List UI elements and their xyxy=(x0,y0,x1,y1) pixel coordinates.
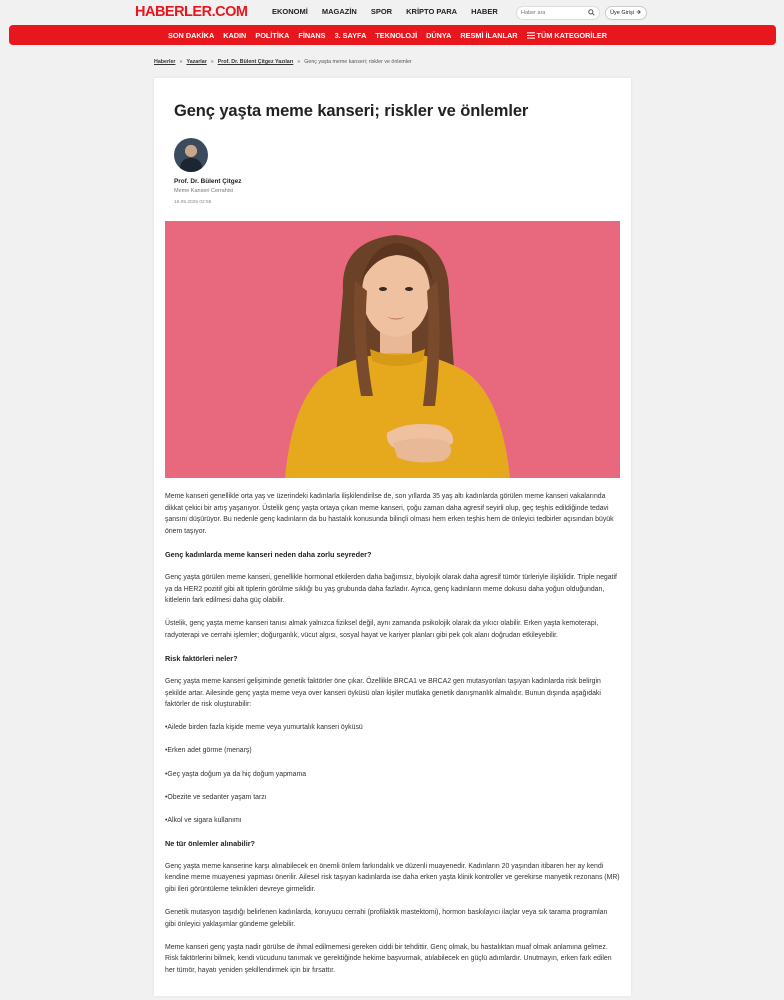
category-item[interactable]: 3. SAYFA xyxy=(334,31,367,40)
logo-main: HABERLER xyxy=(135,4,212,20)
article-card xyxy=(154,78,631,996)
top-bar xyxy=(0,0,784,24)
top-nav-item[interactable]: KRİPTO PARA xyxy=(406,7,458,16)
article-paragraph: Genç yaşta meme kanseri gelişiminde genetik faktörler öne çıkar. Özellikle BRCA1 ve BRCA2 gen mutasyonları taşıyan kadınlarda risk belirgin şekilde artar. Ailesinde genç yaşta meme veya over kanseri öyküsü olan kişiler mutlaka genetik danışmanlık almalıdır. Bunun dışında aşağıdaki faktörler de risk oluşturabilir: xyxy=(165,678,601,709)
category-item[interactable]: RESMİ İLANLAR xyxy=(460,31,518,40)
article-title: Genç yaşta meme kanseri; riskler ve önlemler xyxy=(174,102,529,120)
breadcrumb-separator: » xyxy=(297,59,301,65)
publish-date: 16.05.2025 02:55 xyxy=(174,200,212,205)
category-item[interactable]: TEKNOLOJİ xyxy=(375,31,418,40)
category-item[interactable]: DÜNYA xyxy=(426,31,452,40)
author-name[interactable]: Prof. Dr. Bülent Çitgez xyxy=(174,178,242,185)
category-item[interactable]: FİNANS xyxy=(298,31,326,40)
category-nav xyxy=(9,25,776,45)
article-image xyxy=(165,221,620,478)
risk-list-item: •Geç yaşta doğum ya da hiç doğum yapmama xyxy=(165,770,307,778)
article-paragraph: Genç yaşta meme kanserine karşı alınabilecek en önemli önlem farkındalık ve düzenli muayenedir. Kadınların 20 yaşından itibaren her ay kendi kendine meme muayenesi yapması önerilir. Ailesel risk taşıyan kadınlarda ise daha erken yaşta klinik kontroller ve gerekirse manyetik rezonans (MR) gibi ileri görüntüleme teknikleri devreye girmelidir. xyxy=(165,862,620,894)
category-item[interactable]: KADIN xyxy=(223,31,247,40)
article-paragraph: Meme kanseri genellikle orta yaş ve üzerindeki kadınlarla ilişkilendirilse de, son yıllarda 35 yaş altı kadınlarda görülen meme kanseri vakalarında dikkat çekici bir artış yaşanıyor. Üstelik genç yaşta ortaya çıkan meme kanseri, çoğu zaman daha agresif seyirli olup, geç teşhis edildiğinde tedavi şansını düşürüyor. Bu nedenle genç kadınların da bu hastalık konusunda bilinçli olması hem erken teşhis hem de önleyici tedbirler açısından büyük önem taşıyor. xyxy=(165,493,614,535)
section-heading: Genç kadınlarda meme kanseri neden daha zorlu seyreder? xyxy=(165,549,372,559)
article-paragraph: Genetik mutasyon taşıdığı belirlenen kadınlarda, koruyucu cerrahi (profilaktik mastektomi), hormon baskılayıcı ilaçlar veya sık tarama programları gibi önleyici yaklaşımlar gündeme gelebilir. xyxy=(165,909,608,928)
search-input[interactable] xyxy=(521,10,585,16)
search-icon[interactable] xyxy=(588,9,595,18)
logo-suffix: .COM xyxy=(211,4,248,20)
category-item[interactable]: POLİTİKA xyxy=(255,31,290,40)
author-role: Meme Kanseri Cerrahisi xyxy=(174,188,233,194)
risk-list-item: •Alkol ve sigara kullanımı xyxy=(165,816,242,824)
site-logo[interactable] xyxy=(135,4,247,20)
risk-list-item: •Erken adet görme (menarş) xyxy=(165,747,252,755)
all-categories-label: TÜM KATEGORİLER xyxy=(536,31,607,40)
breadcrumb-separator: » xyxy=(179,59,183,65)
breadcrumb-current: Genç yaşta meme kanseri; riskler ve önlemler xyxy=(304,59,412,65)
article-paragraph: Genç yaşta görülen meme kanseri, genellikle hormonal etkilerden daha bağımsız, biyolojik olarak daha agresif tümör türleriyle ilişkilidir. Triple negatif ya da HER2 pozitif gibi alt tiplerin görülme sıklığı bu yaş grubunda daha fazladır. Ayrıca, genç kadınların meme dokusu daha yoğun olduğundan, kitlelerin fark edilmesi daha güç olabilir. xyxy=(165,573,617,605)
breadcrumb-link[interactable]: Prof. Dr. Bülent Çitgez Yazıları xyxy=(217,59,294,65)
article-paragraph: Meme kanseri genç yaşta nadir görülse de ihmal edilmemesi gereken ciddi bir tehdittir. Genç olmak, bu hastalıktan muaf olmak anlamına gelmez. Risk faktörlerini bilmek, kendi vücudunu tanımak ve gerektiğinde hekime başvurmak, atılabilecek en güçlü adımlardır. Unutmayın, erken fark edilen her tümör, hayatı yeniden şekillendirmek için bir fırsattır. xyxy=(165,943,612,975)
top-nav-item[interactable]: HABER xyxy=(471,7,498,16)
menu-icon xyxy=(527,32,535,39)
top-nav xyxy=(272,7,512,16)
article-body xyxy=(165,491,620,988)
risk-list-item: •Obezite ve sedanter yaşam tarzı xyxy=(165,793,267,801)
breadcrumb xyxy=(154,59,412,65)
top-nav-item[interactable]: SPOR xyxy=(370,7,393,16)
top-nav-item[interactable]: MAGAZİN xyxy=(321,7,357,16)
article-paragraph: Üstelik, genç yaşta meme kanseri tanısı almak yalnızca fiziksel değil, aynı zamanda psikolojik olarak da yıkıcı olabilir. Erken yaşta kemoterapi, radyoterapi ve cerrahi işlemler; doğurganlık, vücut algısı, sosyal hayat ve kariyer planları gibi pek çok alanı doğrudan etkileyebilir. xyxy=(165,620,599,639)
section-heading: Ne tür önlemler alınabilir? xyxy=(165,838,256,848)
risk-list-item: •Ailede birden fazla kişide meme veya yumurtalık kanseri öyküsü xyxy=(165,724,363,732)
search-box[interactable] xyxy=(516,6,600,20)
all-categories-button[interactable] xyxy=(527,31,607,40)
login-icon xyxy=(636,9,642,17)
avatar-suit xyxy=(180,158,202,172)
author-avatar[interactable] xyxy=(174,138,208,172)
breadcrumb-link[interactable]: Yazarlar xyxy=(186,59,207,65)
article-image-illustration xyxy=(165,221,620,478)
section-heading: Risk faktörleri neler? xyxy=(165,653,238,663)
login-label: Üye Girişi xyxy=(610,10,634,16)
breadcrumb-separator: » xyxy=(210,59,214,65)
category-item[interactable]: SON DAKİKA xyxy=(168,31,215,40)
breadcrumb-link[interactable]: Haberler xyxy=(154,59,176,65)
top-nav-item[interactable]: EKONOMİ xyxy=(272,7,308,16)
login-button[interactable] xyxy=(605,6,647,20)
